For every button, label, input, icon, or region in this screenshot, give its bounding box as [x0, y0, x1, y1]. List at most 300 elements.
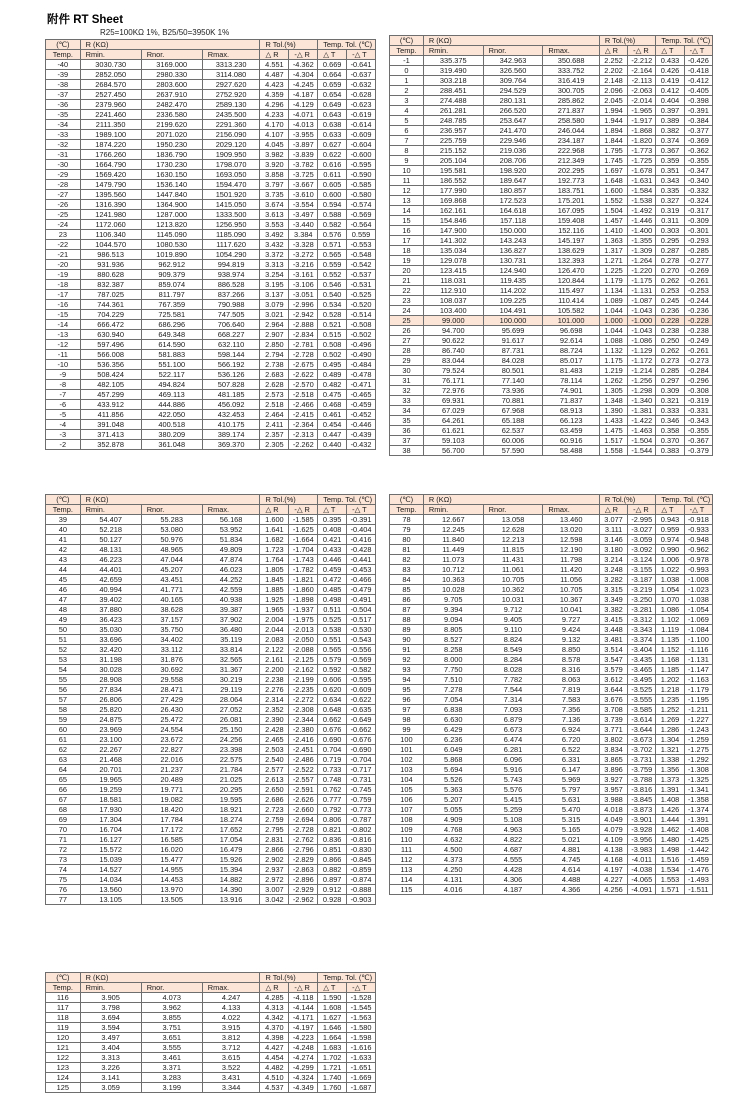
- rtol-plus-cell: 3.553: [260, 220, 289, 230]
- temp-cell: 106: [390, 795, 424, 805]
- temp-cell: 113: [390, 865, 424, 875]
- ttol-plus-cell: 0.498: [318, 595, 347, 605]
- temp-cell: 118: [46, 1013, 81, 1023]
- rtol-plus-cell: 2.202: [599, 66, 627, 76]
- ttol-plus-cell: 0.303: [656, 226, 684, 236]
- rnor-cell: 157.118: [483, 216, 543, 226]
- ttol-minus-cell: -0.569: [347, 655, 376, 665]
- rtol-minus-cell: -3.343: [628, 625, 656, 635]
- rtol-minus-cell: -4.362: [289, 60, 318, 70]
- rtol-minus-cell: -3.525: [628, 685, 656, 695]
- rmax-cell: 96.698: [543, 326, 600, 336]
- table-row: [390, 885, 713, 895]
- temp-cell: 9: [390, 156, 424, 166]
- header-sub-row: [46, 50, 376, 60]
- table-row: [46, 835, 376, 845]
- rmin-cell: 433.912: [80, 400, 141, 410]
- ttol-minus-cell: -0.428: [347, 545, 376, 555]
- rnor-cell: 422.050: [141, 410, 202, 420]
- rmin-cell: 33.696: [80, 635, 141, 645]
- rtol-minus-cell: -1.446: [628, 216, 656, 226]
- ttol-minus-cell: -0.531: [347, 280, 376, 290]
- rtol-plus-cell: 3.708: [599, 705, 627, 715]
- ttol-plus-cell: 1.760: [318, 1083, 347, 1093]
- rnor-cell: 119.435: [483, 276, 543, 286]
- ttol-plus-cell: 0.836: [318, 835, 347, 845]
- rtol-minus-cell: -2.660: [289, 805, 318, 815]
- rmax-cell: 23.398: [202, 745, 260, 755]
- rnor-cell: 6.879: [483, 715, 543, 725]
- temp-cell: 63: [46, 755, 81, 765]
- temp-cell: 97: [390, 705, 424, 715]
- ttol-plus-cell: 0.374: [656, 136, 684, 146]
- temp-cell: 93: [390, 665, 424, 675]
- temp-cell: 80: [390, 535, 424, 545]
- table-row: [390, 695, 713, 705]
- rtol-plus-cell: 3.579: [599, 665, 627, 675]
- rmin-cell: 205.104: [423, 156, 483, 166]
- table-row: [46, 160, 376, 170]
- rnor-cell: 5.415: [483, 795, 543, 805]
- temp-cell: 52: [46, 645, 81, 655]
- ttol-plus-cell: 0.606: [318, 675, 347, 685]
- rtol-minus-cell: -4.013: [289, 120, 318, 130]
- table-row: [390, 276, 713, 286]
- rmin-cell: 50.127: [80, 535, 141, 545]
- rnor-cell: 4.555: [483, 855, 543, 865]
- table-row: [390, 236, 713, 246]
- temp-cell: 46: [46, 585, 81, 595]
- rmin-cell: 4.632: [423, 835, 483, 845]
- header-sub-row: [390, 46, 713, 56]
- rtol-plus-cell: 3.077: [599, 515, 627, 525]
- ttol-minus-cell: -1.038: [684, 595, 712, 605]
- table-row: [46, 775, 376, 785]
- rnor-header: Rnor.: [141, 983, 202, 993]
- rmax-cell: 6.924: [543, 725, 600, 735]
- rmax-cell: 175.201: [543, 196, 600, 206]
- temp-cell: 35: [390, 416, 424, 426]
- ttol-plus-cell: 0.634: [318, 695, 347, 705]
- table-row: [46, 240, 376, 250]
- rtol-plus-cell: 2.795: [260, 825, 289, 835]
- ttol-minus-cell: -0.355: [684, 156, 712, 166]
- temp-cell: 12: [390, 186, 424, 196]
- ttol-plus-cell: 0.565: [318, 250, 347, 260]
- table-row: [46, 745, 376, 755]
- rtol-minus-cell: -1.355: [628, 236, 656, 246]
- rmin-cell: 15.572: [80, 845, 141, 855]
- table-row: [46, 290, 376, 300]
- ttol-plus-cell: 0.540: [318, 290, 347, 300]
- ttol-plus-cell: 1.252: [656, 705, 684, 715]
- rmin-cell: 11.449: [423, 545, 483, 555]
- rmin-cell: 64.261: [423, 416, 483, 426]
- table-row: [46, 895, 376, 905]
- rtol-group-header: R Tol.(%): [599, 36, 656, 46]
- rmax-cell: 10.041: [543, 605, 600, 615]
- ttol-plus-cell: 1.356: [656, 765, 684, 775]
- rmax-cell: 3313.230: [202, 60, 260, 70]
- table-row: [46, 440, 376, 450]
- ttol-plus-cell: 0.343: [656, 176, 684, 186]
- rmin-cell: 5.694: [423, 765, 483, 775]
- rmin-cell: 3.313: [80, 1053, 141, 1063]
- table-row: [390, 715, 713, 725]
- rmin-cell: 26.806: [80, 695, 141, 705]
- rmax-header: Rmax.: [202, 50, 260, 60]
- rt-data-table: [45, 39, 376, 450]
- ttol-plus-cell: 0.482: [318, 380, 347, 390]
- temp-cell: 86: [390, 595, 424, 605]
- rnor-cell: 17.172: [141, 825, 202, 835]
- table-row: [390, 326, 713, 336]
- ttol-plus-cell: 0.285: [656, 366, 684, 376]
- rtol-plus-cell: 1.805: [260, 565, 289, 575]
- ttol-plus-cell: 0.295: [656, 236, 684, 246]
- ttol-plus-cell: 1.022: [656, 565, 684, 575]
- temp-cell: 13: [390, 196, 424, 206]
- rnor-cell: 1447.840: [141, 190, 202, 200]
- ttol-plus-cell: 0.588: [318, 210, 347, 220]
- rtol-plus-cell: 4.359: [260, 90, 289, 100]
- rnor-cell: 11.431: [483, 555, 543, 565]
- rmax-cell: 37.902: [202, 615, 260, 625]
- rtol-minus-cell: -2.050: [289, 635, 318, 645]
- ttol-plus-cell: 0.238: [656, 326, 684, 336]
- ttol-plus-cell: 1.480: [656, 835, 684, 845]
- rmin-cell: 8.805: [423, 625, 483, 635]
- ttol-minus-cell: -0.379: [684, 446, 712, 456]
- temp-cell: 3: [390, 96, 424, 106]
- rtol-minus-cell: -2.942: [289, 310, 318, 320]
- rtol-minus-cell: -1.256: [628, 376, 656, 386]
- temp-cell: 77: [46, 895, 81, 905]
- temp-cell: 44: [46, 565, 81, 575]
- ttol-plus-cell: 1.168: [656, 655, 684, 665]
- temp-cell: 103: [390, 765, 424, 775]
- rmin-cell: 108.037: [423, 296, 483, 306]
- temp-cell: 96: [390, 695, 424, 705]
- rnor-cell: 8.028: [483, 665, 543, 675]
- ttol-plus-cell: 1.516: [656, 855, 684, 865]
- table-row: [390, 256, 713, 266]
- ttol-plus-cell: 0.459: [318, 565, 347, 575]
- table-row: [46, 210, 376, 220]
- rnor-cell: 1836.790: [141, 150, 202, 160]
- rmin-cell: 12.245: [423, 525, 483, 535]
- header-group-row: [46, 973, 376, 983]
- ttol-plus-cell: 0.806: [318, 815, 347, 825]
- rmax-cell: 632.110: [202, 340, 260, 350]
- rnor-cell: 77.140: [483, 376, 543, 386]
- rmax-cell: 110.414: [543, 296, 600, 306]
- rmax-cell: 5.631: [543, 795, 600, 805]
- rmin-cell: 5.055: [423, 805, 483, 815]
- ttol-minus-cell: -0.362: [684, 146, 712, 156]
- table-row: [46, 615, 376, 625]
- rtol-plus-cell: 3.180: [599, 545, 627, 555]
- temp-cell: 10: [390, 166, 424, 176]
- rtol-plus-cell: 1.504: [599, 206, 627, 216]
- rnor-cell: 4.687: [483, 845, 543, 855]
- temp-cell: -36: [46, 100, 81, 110]
- ttol-minus-cell: -0.816: [347, 835, 376, 845]
- rtol-plus-cell: 3.315: [599, 585, 627, 595]
- rnor-cell: 2637.910: [141, 90, 202, 100]
- table-row: [46, 400, 376, 410]
- temp-cell: 16: [390, 226, 424, 236]
- table-row: [46, 865, 376, 875]
- rmin-cell: 6.236: [423, 735, 483, 745]
- temp-cell: -28: [46, 180, 81, 190]
- rtol-plus-cell: 3.372: [260, 250, 289, 260]
- rnor-cell: 767.359: [141, 300, 202, 310]
- temp-cell: -34: [46, 120, 81, 130]
- rmin-cell: 21.468: [80, 755, 141, 765]
- temp-cell: -2: [46, 440, 81, 450]
- rtol-minus-cell: -3.955: [289, 130, 318, 140]
- rmax-cell: 333.752: [543, 66, 600, 76]
- temp-cell: 102: [390, 755, 424, 765]
- ttol-minus-cell: -0.569: [347, 210, 376, 220]
- ttol-plus-cell: 0.370: [656, 436, 684, 446]
- rtol-plus-cell: 4.018: [599, 805, 627, 815]
- ttol-minus-cell: -1.669: [347, 1073, 376, 1083]
- rnor-cell: 57.590: [483, 446, 543, 456]
- rmax-cell: 145.197: [543, 236, 600, 246]
- rmin-cell: 536.356: [80, 360, 141, 370]
- rtol-minus-cell: -2.557: [289, 775, 318, 785]
- rmax-cell: 32.565: [202, 655, 260, 665]
- temp-cell: 43: [46, 555, 81, 565]
- temp-unit-header: (℃): [390, 36, 424, 46]
- ttol-plus-cell: 1.135: [656, 635, 684, 645]
- rmin-cell: 319.490: [423, 66, 483, 76]
- table-row: [390, 755, 713, 765]
- temp-cell: -16: [46, 300, 81, 310]
- rtol-plus-cell: 3.676: [599, 695, 627, 705]
- ttol-plus-cell: 0.521: [318, 320, 347, 330]
- rmax-cell: 21.784: [202, 765, 260, 775]
- rtol-minus-cell: -1.585: [289, 515, 318, 525]
- rtol-minus-header: -△ R: [628, 46, 656, 56]
- rtol-plus-cell: 1.044: [599, 326, 627, 336]
- rnor-cell: 65.188: [483, 416, 543, 426]
- ttol-minus-cell: -0.690: [347, 745, 376, 755]
- rmax-cell: 11.798: [543, 555, 600, 565]
- ttol-minus-cell: -0.340: [684, 176, 712, 186]
- rtol-minus-cell: -3.281: [628, 605, 656, 615]
- rmax-cell: 369.370: [202, 440, 260, 450]
- temp-cell: -25: [46, 210, 81, 220]
- table-row: [390, 555, 713, 565]
- ttol-plus-cell: 1.218: [656, 685, 684, 695]
- rmax-cell: 706.640: [202, 320, 260, 330]
- temp-cell: 74: [46, 865, 81, 875]
- rmax-cell: 40.938: [202, 595, 260, 605]
- rnor-cell: 164.618: [483, 206, 543, 216]
- ttol-plus-cell: 0.605: [318, 180, 347, 190]
- rtol-minus-cell: -2.570: [289, 380, 318, 390]
- rtol-minus-cell: -1.975: [289, 615, 318, 625]
- ttol-plus-cell: 0.250: [656, 336, 684, 346]
- temp-cell: 88: [390, 615, 424, 625]
- ttol-plus-cell: 0.515: [318, 330, 347, 340]
- rtol-plus-cell: 2.148: [599, 76, 627, 86]
- rtol-plus-cell: 2.045: [599, 96, 627, 106]
- ttol-minus-cell: -0.614: [347, 120, 376, 130]
- table-row: [46, 715, 376, 725]
- rmax-cell: 9.132: [543, 635, 600, 645]
- ttol-plus-cell: 1.664: [318, 1033, 347, 1043]
- ttol-minus-cell: -0.426: [684, 56, 712, 66]
- rmin-cell: 195.581: [423, 166, 483, 176]
- rmax-cell: 5.470: [543, 805, 600, 815]
- rmax-cell: 26.081: [202, 715, 260, 725]
- temp-cell: 25: [390, 316, 424, 326]
- rnor-cell: 3169.000: [141, 60, 202, 70]
- rtol-plus-cell: 3.349: [599, 595, 627, 605]
- rtol-plus-cell: 4.045: [260, 140, 289, 150]
- ttol-group-header: Temp. Tol. (℃): [656, 36, 713, 46]
- temp-cell: 66: [46, 785, 81, 795]
- rtol-minus-cell: -1.820: [628, 136, 656, 146]
- rmin-cell: 31.198: [80, 655, 141, 665]
- rmax-cell: 246.044: [543, 126, 600, 136]
- ttol-minus-cell: -0.759: [347, 795, 376, 805]
- rtol-minus-cell: -1.584: [628, 186, 656, 196]
- ttol-minus-cell: -0.604: [347, 140, 376, 150]
- rnor-cell: 19.771: [141, 785, 202, 795]
- rtol-plus-cell: 2.577: [260, 765, 289, 775]
- rtol-plus-cell: 2.650: [260, 785, 289, 795]
- rtol-minus-cell: -1.214: [628, 366, 656, 376]
- rnor-cell: 4.187: [483, 885, 543, 895]
- rmin-cell: 11.073: [423, 555, 483, 565]
- header-sub-row: [390, 505, 713, 515]
- temp-cell: -29: [46, 170, 81, 180]
- rnor-cell: 4.306: [483, 875, 543, 885]
- ttol-plus-cell: 0.592: [318, 665, 347, 675]
- temp-cell: 23: [390, 296, 424, 306]
- ttol-plus-cell: 1.534: [656, 865, 684, 875]
- rt-table-116-to-125: [45, 972, 376, 1093]
- table-row: [46, 805, 376, 815]
- table-row: [46, 370, 376, 380]
- table-row: [390, 146, 713, 156]
- rtol-plus-cell: 2.540: [260, 755, 289, 765]
- rmax-cell: 105.582: [543, 306, 600, 316]
- rmax-cell: 24.256: [202, 735, 260, 745]
- rtol-minus-cell: -1.129: [628, 346, 656, 356]
- rnor-cell: 143.243: [483, 236, 543, 246]
- rmax-header: Rmax.: [202, 983, 260, 993]
- rtol-plus-cell: 1.723: [260, 545, 289, 555]
- rmin-cell: 36.423: [80, 615, 141, 625]
- rtol-plus-cell: 2.573: [260, 390, 289, 400]
- rtol-minus-cell: -2.380: [289, 725, 318, 735]
- temp-cell: 57: [46, 695, 81, 705]
- rmin-cell: 3.905: [80, 993, 141, 1003]
- rnor-cell: 3.651: [141, 1033, 202, 1043]
- temp-cell: -10: [46, 360, 81, 370]
- rtol-plus-cell: 3.834: [599, 745, 627, 755]
- table-row: [46, 855, 376, 865]
- table-row: [390, 735, 713, 745]
- ttol-minus-cell: -1.476: [684, 865, 712, 875]
- ttol-minus-cell: -0.236: [684, 306, 712, 316]
- rtol-minus-cell: -1.782: [289, 565, 318, 575]
- ttol-minus-cell: -1.023: [684, 585, 712, 595]
- temp-cell: -8: [46, 380, 81, 390]
- rtol-plus-cell: 2.628: [260, 380, 289, 390]
- rtol-plus-cell: 2.096: [599, 86, 627, 96]
- temp-cell: 55: [46, 675, 81, 685]
- table-row: [46, 430, 376, 440]
- ttol-plus-cell: 0.311: [656, 216, 684, 226]
- rmin-cell: 832.387: [80, 280, 141, 290]
- rtol-plus-cell: 2.083: [260, 635, 289, 645]
- rtol-minus-cell: -1.544: [628, 446, 656, 456]
- rt-data-table: [45, 494, 376, 905]
- temp-cell: 54: [46, 665, 81, 675]
- ttol-plus-cell: 0.648: [318, 705, 347, 715]
- rtol-plus-cell: 1.517: [599, 436, 627, 446]
- rnor-cell: 4.963: [483, 825, 543, 835]
- rtol-minus-cell: -2.272: [289, 695, 318, 705]
- rmin-cell: 177.990: [423, 186, 483, 196]
- rmax-cell: 4.488: [543, 875, 600, 885]
- ttol-plus-cell: 1.102: [656, 615, 684, 625]
- ttol-plus-cell: 0.236: [656, 306, 684, 316]
- rnor-cell: 38.628: [141, 605, 202, 615]
- rmin-cell: 8.527: [423, 635, 483, 645]
- rmax-cell: 12.190: [543, 545, 600, 555]
- temp-header: Temp.: [390, 505, 424, 515]
- rtol-minus-cell: -1.381: [628, 406, 656, 416]
- ttol-minus-cell: -0.542: [347, 260, 376, 270]
- ttol-minus-cell: -0.903: [347, 895, 376, 905]
- rmax-cell: 285.862: [543, 96, 600, 106]
- rnor-cell: 48.965: [141, 545, 202, 555]
- rnor-cell: 1630.150: [141, 170, 202, 180]
- temp-cell: -6: [46, 400, 81, 410]
- rmax-cell: 6.720: [543, 735, 600, 745]
- rmin-cell: 23.100: [80, 735, 141, 745]
- ttol-minus-cell: -0.384: [684, 116, 712, 126]
- rnor-cell: 361.048: [141, 440, 202, 450]
- temp-cell: 82: [390, 555, 424, 565]
- rtol-minus-cell: -1.965: [628, 106, 656, 116]
- rnor-cell: 43.451: [141, 575, 202, 585]
- ttol-minus-cell: -0.479: [347, 585, 376, 595]
- rmin-cell: 24.875: [80, 715, 141, 725]
- ttol-minus-cell: -1.227: [684, 715, 712, 725]
- ttol-plus-cell: 0.866: [318, 855, 347, 865]
- ttol-minus-header: -△ T: [347, 50, 376, 60]
- resistance-group-header: R (KΩ): [80, 495, 260, 505]
- rtol-minus-cell: -1.773: [628, 146, 656, 156]
- rmax-cell: 5.021: [543, 835, 600, 845]
- rnor-cell: 3.962: [141, 1003, 202, 1013]
- temp-cell: 37: [390, 436, 424, 446]
- rnor-cell: 266.520: [483, 106, 543, 116]
- rnor-cell: 10.705: [483, 575, 543, 585]
- ttol-minus-cell: -0.331: [684, 406, 712, 416]
- table-row: [390, 376, 713, 386]
- rnor-cell: 3.371: [141, 1063, 202, 1073]
